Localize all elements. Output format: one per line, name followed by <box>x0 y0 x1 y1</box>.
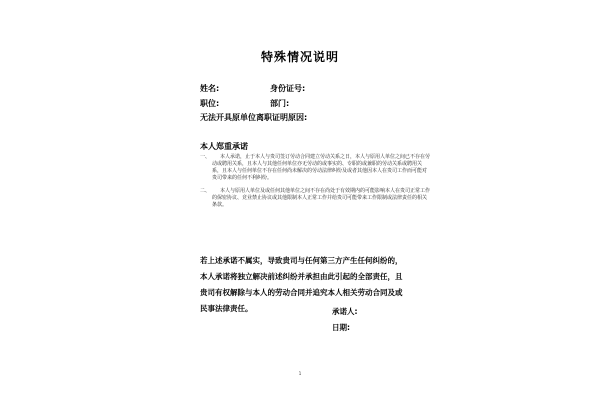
clause-number: 二、 <box>200 188 211 194</box>
name-field-label: 姓名: <box>200 84 220 93</box>
id-number-field-label: 身份证号: <box>270 84 306 93</box>
commitment-heading: 本人郑重承诺 <box>200 142 248 151</box>
clause-text: 本人承诺，止于本人与贵司签订劳动合同建立劳动关系之日，本人与原用人单位之间已不存在劳动或聘用关系，且本人与其他任何单位亦无劳动的或事实的、专职的或兼职的劳动关系或聘用关系，且本人与任何单位不存在任何尚未解决的劳动法律纠纷及或者其他因本人在贵司工作而可能对贵司带来的任何不利纠纷。 <box>212 154 431 181</box>
position-field-label: 职位: <box>200 99 220 108</box>
clause-number: 一、 <box>200 154 211 160</box>
commitment-clause-1 <box>200 154 430 182</box>
page-number: 1 <box>298 371 302 376</box>
liability-statement: 若上述承诺不属实，导致贵司与任何第三方产生任何纠纷的，本人承诺将独立解决前述纠纷并承担由此引起的全部责任，且贵司有权解除与本人的劳动合同并追究本人相关劳动合同及或民事法律责任。 <box>200 256 403 313</box>
date-label: 日期: <box>332 323 350 332</box>
document-title: 特殊情况说明 <box>260 50 339 64</box>
clause-text: 本人与原用人单位及或任何其他单位之间不存在尚处于有效期内的可能影响本人在贵司正常工作的保密协议、竞业禁止协议或其他限制本人正常工作并给贵司可能带来工作限制或法律责任的相关条款。 <box>212 188 431 208</box>
promisor-signature-label: 承诺人: <box>332 307 358 316</box>
commitment-clause-2 <box>200 188 430 209</box>
reason-field-label: 无法开具原单位离职证明原因: <box>200 113 308 122</box>
department-field-label: 部门: <box>270 99 290 108</box>
